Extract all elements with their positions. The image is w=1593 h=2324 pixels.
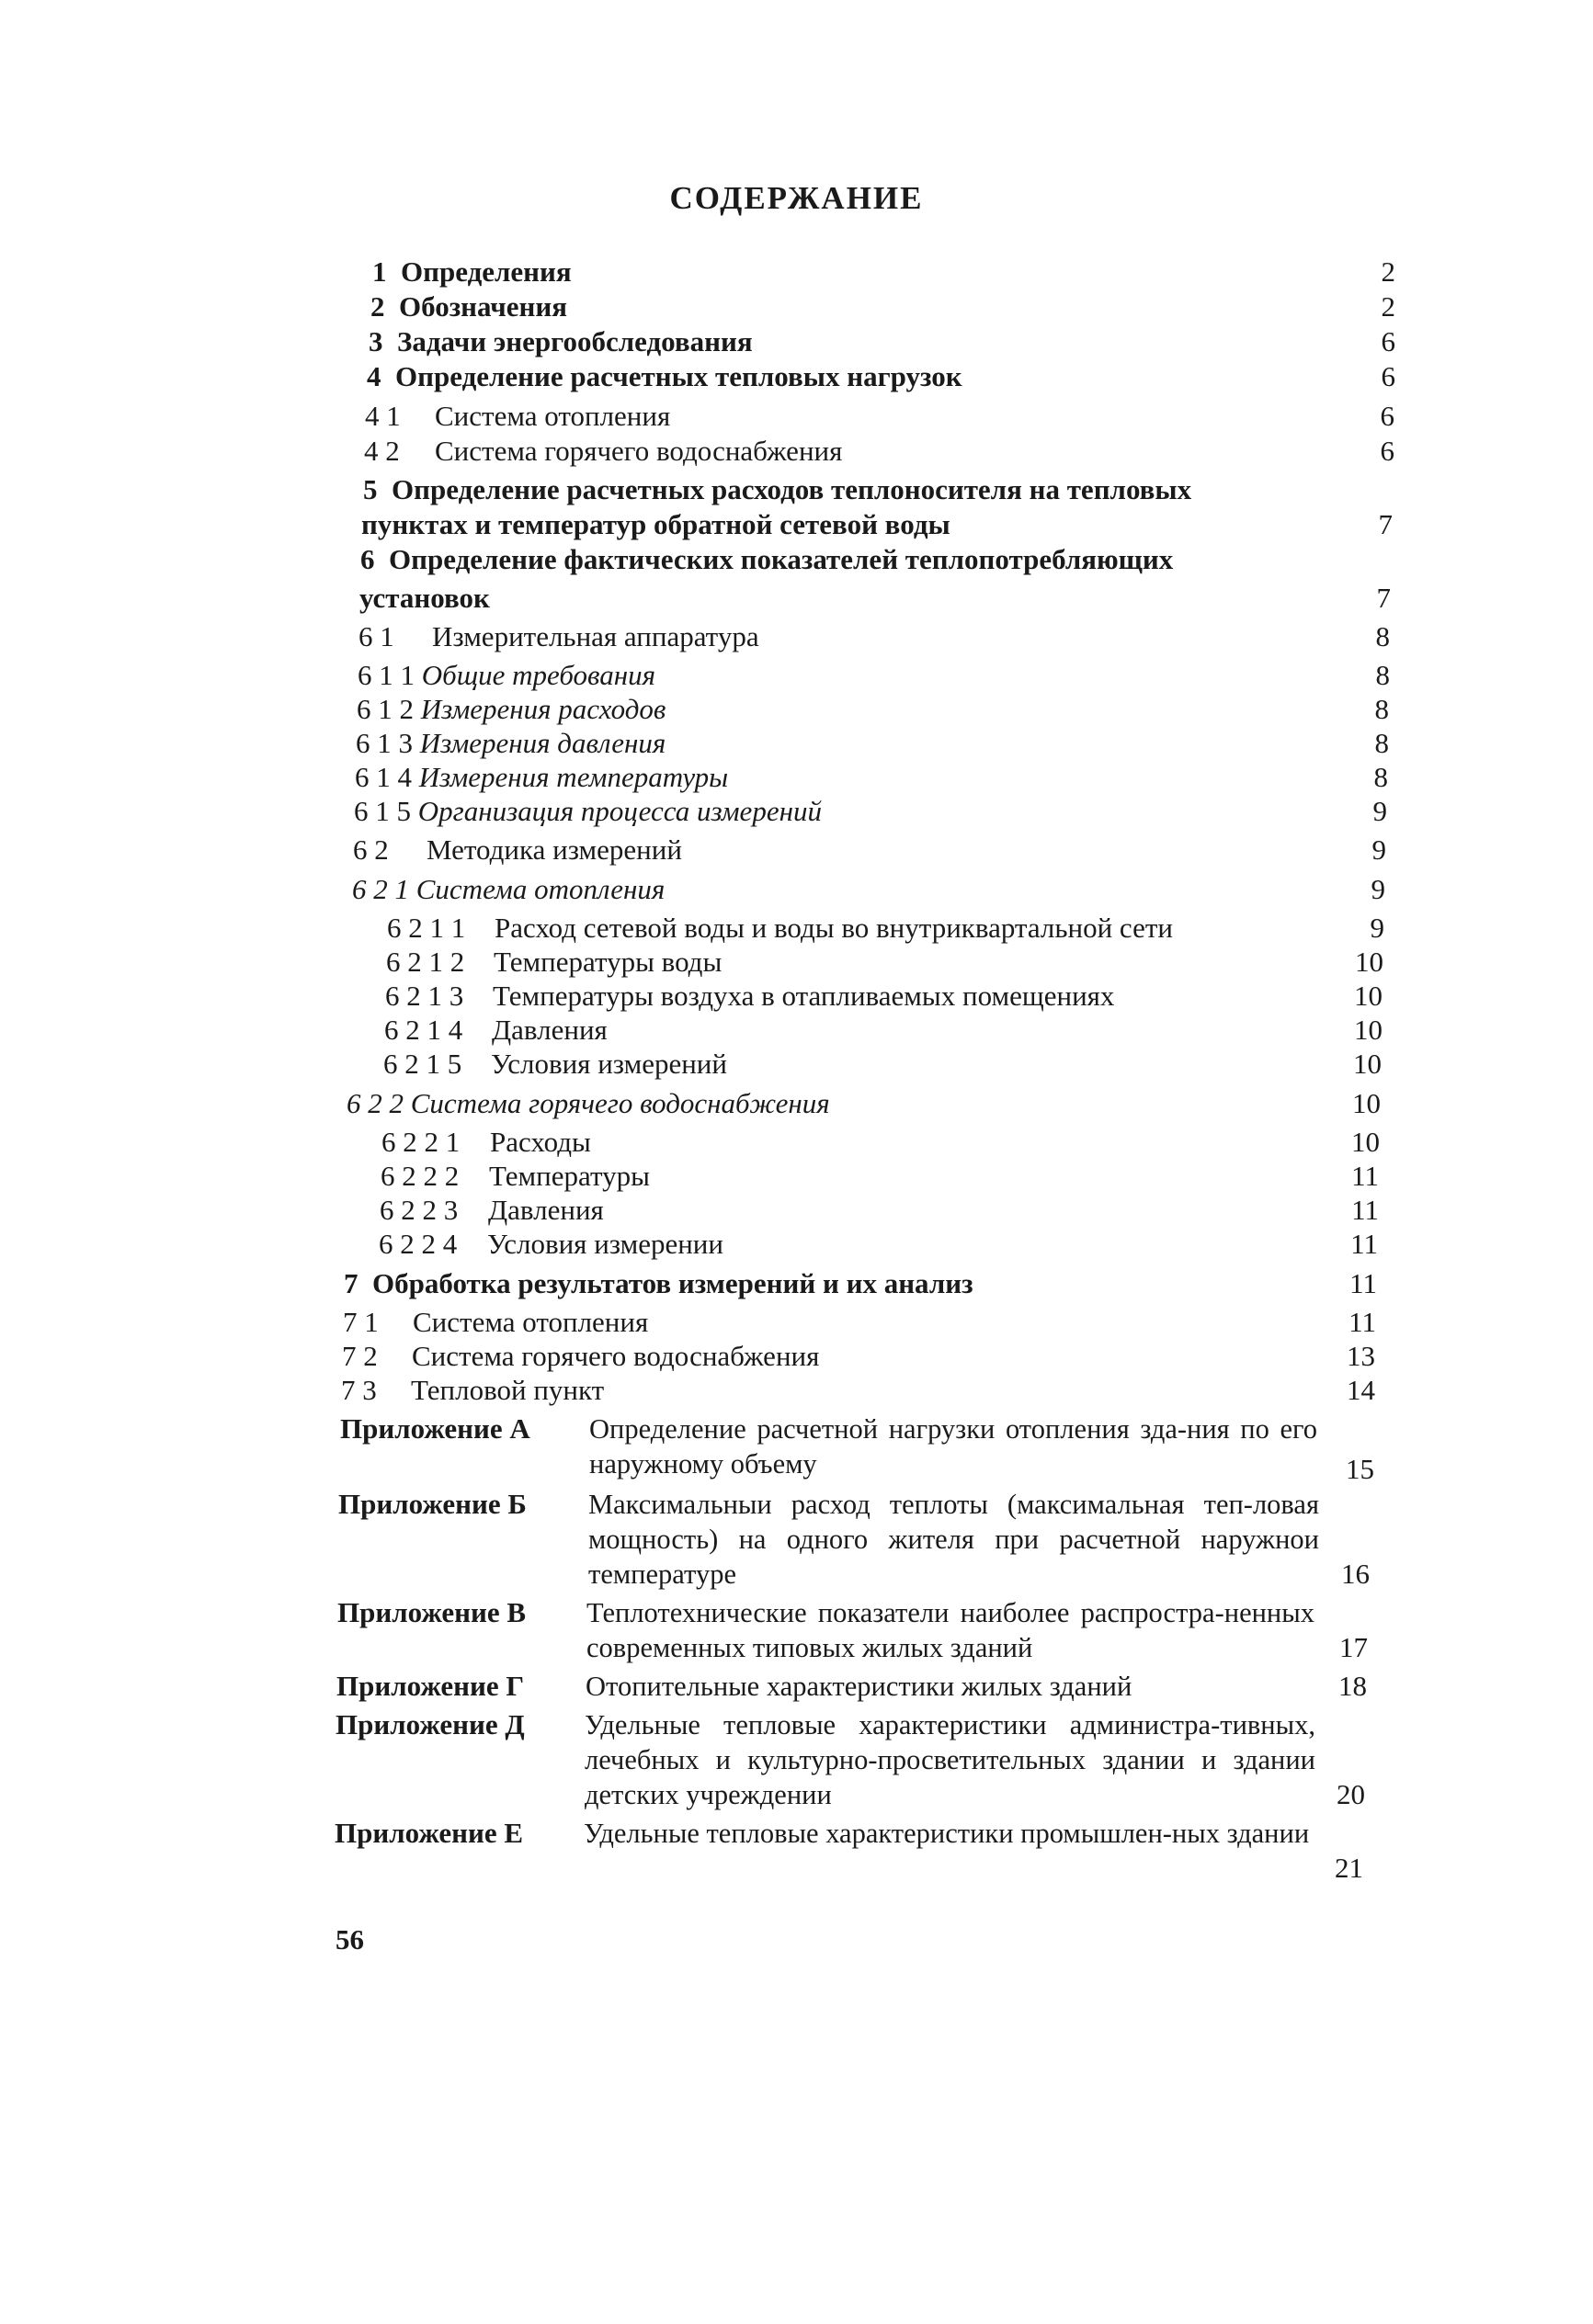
- toc-title: Обработка результатов измерений и их анализ: [372, 1267, 973, 1299]
- toc-entry-6-1-5[interactable]: [354, 794, 822, 829]
- toc-number: 4: [367, 360, 381, 392]
- toc-entry-6-1-3[interactable]: [356, 726, 666, 761]
- appendix-d-text: Удельные тепловые характеристики администра-тивных, лечебных и культурно-просветительных здании и здании детских учреждении: [585, 1709, 1315, 1810]
- toc-number: 7 3: [341, 1374, 377, 1406]
- appendix-e-text: Удельные тепловые характеристики промышлен-ных здании: [584, 1818, 1310, 1849]
- toc-page: 21: [1335, 1852, 1363, 1884]
- toc-title: Определение расчетных расходов теплоносителя на тепловых: [392, 473, 1192, 505]
- toc-entry-2[interactable]: [370, 289, 567, 324]
- toc-title: Температуры: [489, 1160, 650, 1192]
- toc-number: 2: [370, 290, 385, 323]
- toc-title: установок: [359, 582, 490, 614]
- toc-page: 6: [1381, 325, 1395, 357]
- toc-number: 6 2 2 2: [381, 1160, 460, 1192]
- toc-number: 6 2 1 3: [385, 980, 464, 1012]
- toc-title: Давления: [492, 1014, 608, 1046]
- toc-title: Методика измерений: [427, 833, 682, 866]
- toc-entry-3[interactable]: [369, 324, 753, 359]
- toc-page: 10: [1351, 1126, 1380, 1158]
- toc-page: 2: [1381, 290, 1395, 323]
- toc-page: 17: [1339, 1631, 1368, 1663]
- toc-entry-6-1-4[interactable]: [355, 760, 728, 795]
- toc-entry-4-1[interactable]: [365, 399, 670, 434]
- toc-number: 6 2 2 3: [380, 1194, 459, 1226]
- toc-title: Система горячего водоснабжения: [410, 1087, 830, 1119]
- toc-entry-6-2-1-1[interactable]: [387, 911, 1173, 946]
- toc-title: Обозначения: [399, 290, 568, 323]
- appendix-a-text: Определение расчетной нагрузки отопления зда-ния по его наружному объему: [589, 1413, 1317, 1479]
- toc-page: 9: [1371, 873, 1385, 905]
- toc-page: 13: [1347, 1340, 1375, 1372]
- appendix-b-label[interactable]: Приложение Б: [338, 1488, 527, 1520]
- toc-number: 6 2 2: [347, 1087, 404, 1119]
- toc-number: 6 2 1 5: [383, 1048, 462, 1080]
- toc-title: пунктах и температур обратной сетевой воды: [361, 508, 950, 540]
- toc-entry-6-2-2-3[interactable]: [380, 1193, 604, 1228]
- toc-entry-6-2-2[interactable]: [347, 1086, 830, 1121]
- appendix-v-label[interactable]: Приложение В: [337, 1596, 527, 1628]
- toc-page: 15: [1346, 1453, 1374, 1485]
- toc-entry-6-2[interactable]: [353, 833, 682, 867]
- toc-number: 6 2 2 4: [379, 1228, 458, 1260]
- toc-title: Давления: [488, 1194, 604, 1226]
- toc-page: 8: [1375, 620, 1390, 652]
- toc-number: 6: [360, 543, 375, 575]
- toc-title: Измерительная аппаратура: [432, 620, 759, 652]
- appendix-a-label[interactable]: Приложение А: [340, 1412, 530, 1445]
- toc-entry-6-2-2-4[interactable]: [379, 1227, 723, 1262]
- toc-number: 6 2 1 2: [386, 946, 465, 978]
- toc-page: 18: [1338, 1670, 1367, 1702]
- toc-entry-6-2-2-1[interactable]: [381, 1125, 591, 1160]
- toc-entry-6-2-1-3[interactable]: [385, 979, 1114, 1014]
- toc-title: Система отопления: [415, 873, 666, 905]
- toc-page: 11: [1351, 1160, 1379, 1192]
- toc-page: 6: [1380, 400, 1394, 432]
- appendix-v-text: Теплотехнические показатели наиболее распростра-ненных современных типовых жилых зданий: [586, 1597, 1314, 1663]
- toc-title: Система отопления: [413, 1306, 649, 1338]
- toc-entry-7-1[interactable]: [343, 1305, 648, 1340]
- toc-page: 11: [1351, 1194, 1379, 1226]
- toc-entry-6-1-1[interactable]: [358, 658, 655, 693]
- toc-number: 6 1 5: [354, 795, 411, 827]
- toc-entry-6-2-1-2[interactable]: [386, 945, 722, 980]
- appendix-g-text: Отопительные характеристики жилых зданий: [586, 1671, 1132, 1702]
- toc-page: 7: [1376, 582, 1391, 614]
- toc-title: Расходы: [490, 1126, 591, 1158]
- toc-title: Измерения давления: [419, 727, 666, 759]
- toc-entry-6-2-1-4[interactable]: [384, 1013, 608, 1048]
- toc-title: Расход сетевой воды и воды во внутриквартальной сети: [495, 912, 1173, 944]
- toc-title: Определение фактических показателей теплопотребляющих: [389, 543, 1174, 575]
- toc-page: 11: [1349, 1267, 1377, 1299]
- toc-page: 11: [1348, 1306, 1376, 1338]
- toc-page: 9: [1372, 795, 1387, 827]
- toc-page: 10: [1355, 946, 1383, 978]
- page-number: 56: [336, 1923, 364, 1956]
- toc-page: 10: [1353, 1048, 1382, 1080]
- toc-page: 14: [1347, 1374, 1375, 1406]
- toc-number: 6 2 1 4: [384, 1014, 463, 1046]
- toc-title: Система горячего водоснабжения: [412, 1340, 820, 1372]
- toc-number: 6 2: [353, 833, 389, 866]
- toc-page: 10: [1354, 980, 1382, 1012]
- toc-number: 6 2 2 1: [381, 1126, 461, 1158]
- toc-title: Условия измерений: [491, 1048, 727, 1080]
- page-title: СОДЕРЖАНИЕ: [669, 180, 924, 216]
- appendix-g-label[interactable]: Приложение Г: [336, 1670, 525, 1702]
- toc-page: 9: [1371, 833, 1386, 866]
- toc-number: 5: [363, 473, 378, 505]
- toc-entry-6-1[interactable]: [358, 619, 759, 654]
- toc-title: Общие требования: [421, 659, 656, 691]
- toc-number: 7: [344, 1267, 358, 1299]
- toc-entry-6-2-1[interactable]: [352, 872, 665, 907]
- toc-title: Определения: [401, 255, 572, 288]
- toc-entry-6-cont: [359, 581, 490, 616]
- toc-page: 11: [1350, 1228, 1378, 1260]
- toc-page: 6: [1381, 360, 1395, 392]
- toc-title: Организация процесса измерений: [417, 795, 822, 827]
- toc-number: 3: [369, 325, 383, 357]
- toc-page: 10: [1354, 1014, 1382, 1046]
- toc-entry-4[interactable]: [367, 359, 962, 394]
- toc-number: 6 1 3: [356, 727, 413, 759]
- toc-page: 20: [1337, 1778, 1365, 1810]
- toc-number: 6 1 4: [355, 761, 412, 793]
- toc-number: 6 1 1: [358, 659, 415, 691]
- toc-title: Измерения температуры: [418, 761, 729, 793]
- toc-page: 9: [1370, 912, 1384, 944]
- toc-number: 4 1: [365, 400, 401, 432]
- toc-title: Температуры воздуха в отапливаемых помещениях: [493, 980, 1115, 1012]
- toc-number: 6 1 2: [357, 693, 414, 725]
- toc-page: 2: [1381, 255, 1395, 288]
- toc-page: 6: [1380, 435, 1394, 467]
- toc-number: 6 1: [358, 620, 394, 652]
- toc-entry-5[interactable]: [363, 472, 1191, 507]
- toc-title: Определение расчетных тепловых нагрузок: [395, 360, 962, 392]
- toc-number: 6 2 1: [352, 873, 409, 905]
- toc-page: 10: [1352, 1087, 1381, 1119]
- toc-page: 8: [1375, 659, 1390, 691]
- toc-title: Система горячего водоснабжения: [435, 435, 843, 467]
- toc-entry-1[interactable]: [372, 255, 572, 289]
- toc-title: Измерения расходов: [420, 693, 666, 725]
- toc-number: 7 1: [343, 1306, 379, 1338]
- toc-entry-6-2-2-2[interactable]: [381, 1159, 650, 1194]
- toc-entry-5-cont: [361, 507, 950, 542]
- toc-page: 8: [1374, 727, 1389, 759]
- toc-entry-7[interactable]: [344, 1266, 973, 1301]
- toc-title: Система отопления: [435, 400, 671, 432]
- toc-title: Условия измерении: [487, 1228, 723, 1260]
- appendix-b-text: Максимальныи расход теплоты (максимальная теп-ловая мощность) на одного жителя при расчетной наружнои температуре: [588, 1489, 1319, 1590]
- toc-page: 8: [1373, 761, 1388, 793]
- toc-number: 6 2 1 1: [387, 912, 466, 944]
- toc-number: 1: [372, 255, 387, 288]
- appendix-e-label[interactable]: Приложение Е: [335, 1817, 524, 1849]
- toc-page: 8: [1374, 693, 1389, 725]
- toc-entry-7-2[interactable]: [342, 1339, 819, 1374]
- toc-entry-4-2[interactable]: [364, 434, 842, 469]
- toc-page: 7: [1378, 508, 1393, 540]
- toc-title: Температуры воды: [494, 946, 723, 978]
- toc-entry-6-2-1-5[interactable]: [383, 1047, 727, 1082]
- toc-title: Тепловой пункт: [411, 1374, 605, 1406]
- toc-entry-6-1-2[interactable]: [357, 692, 666, 727]
- appendix-d-label[interactable]: Приложение Д: [336, 1708, 525, 1740]
- toc-number: 4 2: [364, 435, 400, 467]
- toc-entry-7-3[interactable]: [341, 1373, 604, 1408]
- toc-page: 16: [1341, 1558, 1370, 1590]
- toc-number: 7 2: [342, 1340, 378, 1372]
- toc-entry-6[interactable]: [360, 542, 1173, 577]
- toc-title: Задачи энергообследования: [397, 325, 753, 357]
